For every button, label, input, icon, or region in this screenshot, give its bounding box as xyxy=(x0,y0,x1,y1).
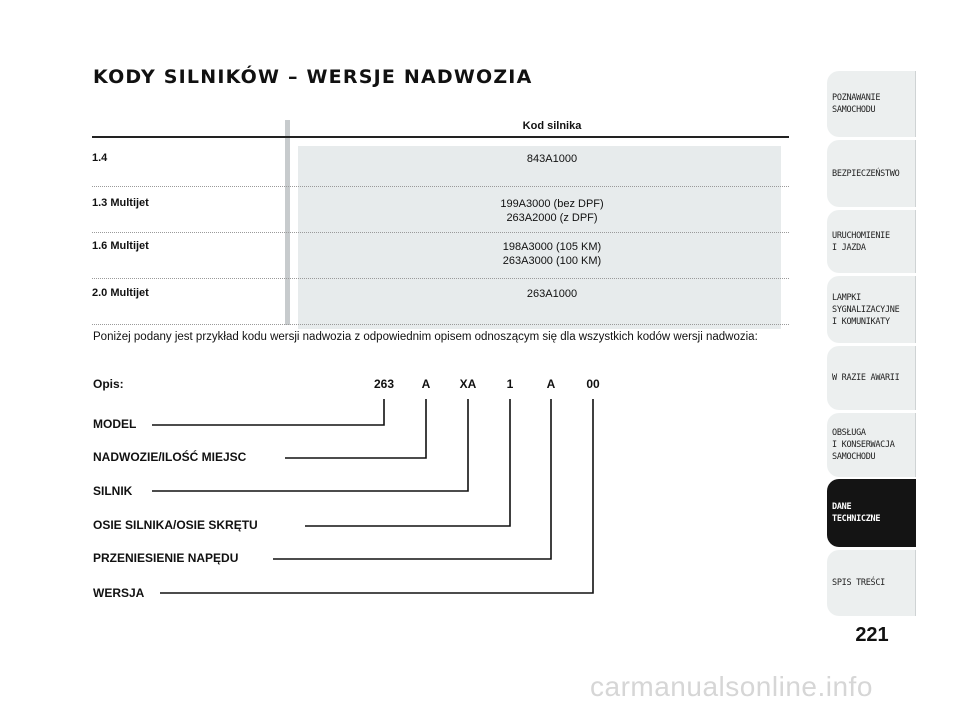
tab-label: OBSŁUGA I KONSERWACJA SAMOCHODU xyxy=(832,428,895,462)
tab-label: W RAZIE AWARII xyxy=(832,373,900,383)
row-label: 1.6 Multijet xyxy=(92,240,149,252)
code-part-model: 263 xyxy=(373,377,395,391)
tab-dane-techniczne[interactable] xyxy=(827,479,916,547)
leader-line-version xyxy=(160,399,593,593)
code-part-version: 00 xyxy=(586,377,600,391)
engine-code: 263A3000 (100 KM) xyxy=(502,255,602,267)
tab-bezpieczenstwo[interactable] xyxy=(827,140,916,207)
leader-line-axles xyxy=(305,399,510,526)
column-header-engine-code: Kod silnika xyxy=(522,120,582,132)
tab-obsluga-i-konserwacja[interactable] xyxy=(827,413,916,477)
label-axles: OSIE SILNIKA/OSIE SKRĘTU xyxy=(93,518,258,532)
tab-label: DANE TECHNICZNE xyxy=(832,502,881,524)
tab-spis-tresci[interactable] xyxy=(827,550,916,616)
tab-label: LAMPKI SYGNALIZACYJNE I KOMUNIKATY xyxy=(832,292,900,327)
engine-code: 263A2000 (z DPF) xyxy=(506,212,598,224)
page-title: KODY SILNIKÓW – WERSJE NADWOZIA xyxy=(93,66,533,88)
code-part-drive: A xyxy=(546,377,556,391)
label-engine: SILNIK xyxy=(93,484,133,498)
row-label: 2.0 Multijet xyxy=(92,287,149,299)
tab-label: BEZPIECZEŃSTWO xyxy=(832,168,900,179)
engine-code: 843A1000 xyxy=(526,153,578,165)
engine-code: 198A3000 (105 KM) xyxy=(502,241,602,253)
tab-w-razie-awarii[interactable] xyxy=(827,346,916,410)
tab-label: POZNAWANIE SAMOCHODU xyxy=(832,93,881,115)
label-version: WERSJA xyxy=(93,586,145,600)
label-model: MODEL xyxy=(93,417,137,431)
code-part-body: A xyxy=(421,377,431,391)
tab-label: SPIS TREŚCI xyxy=(832,578,885,588)
engine-code: 199A3000 (bez DPF) xyxy=(500,198,604,210)
tab-poznawanie-samochodu[interactable] xyxy=(827,71,916,137)
row-label: 1.4 xyxy=(92,152,108,164)
tab-uruchomienie-i-jazda[interactable] xyxy=(827,210,916,273)
label-body: NADWOZIE/ILOŚĆ MIEJSC xyxy=(93,450,247,464)
leader-line-engine xyxy=(152,399,468,491)
code-part-engine: XA xyxy=(459,377,477,391)
tab-label: URUCHOMIENIE I JAZDA xyxy=(832,230,890,253)
tab-lampki-sygnalizacyjne[interactable] xyxy=(827,276,916,343)
label-drive: PRZENIESIENIE NAPĘDU xyxy=(93,551,239,565)
row-label: 1.3 Multijet xyxy=(92,197,149,209)
leader-line-model xyxy=(152,399,384,425)
opis-label: Opis: xyxy=(93,377,124,391)
watermark-text: carmanualsonline.info xyxy=(590,671,873,702)
note-paragraph: Poniżej podany jest przykład kodu wersji nadwozia z odpowiednim opisem odnoszącym się dla wszystkich kodów wersji nadwozia: xyxy=(93,331,758,343)
engine-code: 263A1000 xyxy=(526,288,578,300)
code-part-axles: 1 xyxy=(506,377,514,391)
leader-line-body xyxy=(285,399,426,458)
page-number: 221 xyxy=(855,624,889,646)
